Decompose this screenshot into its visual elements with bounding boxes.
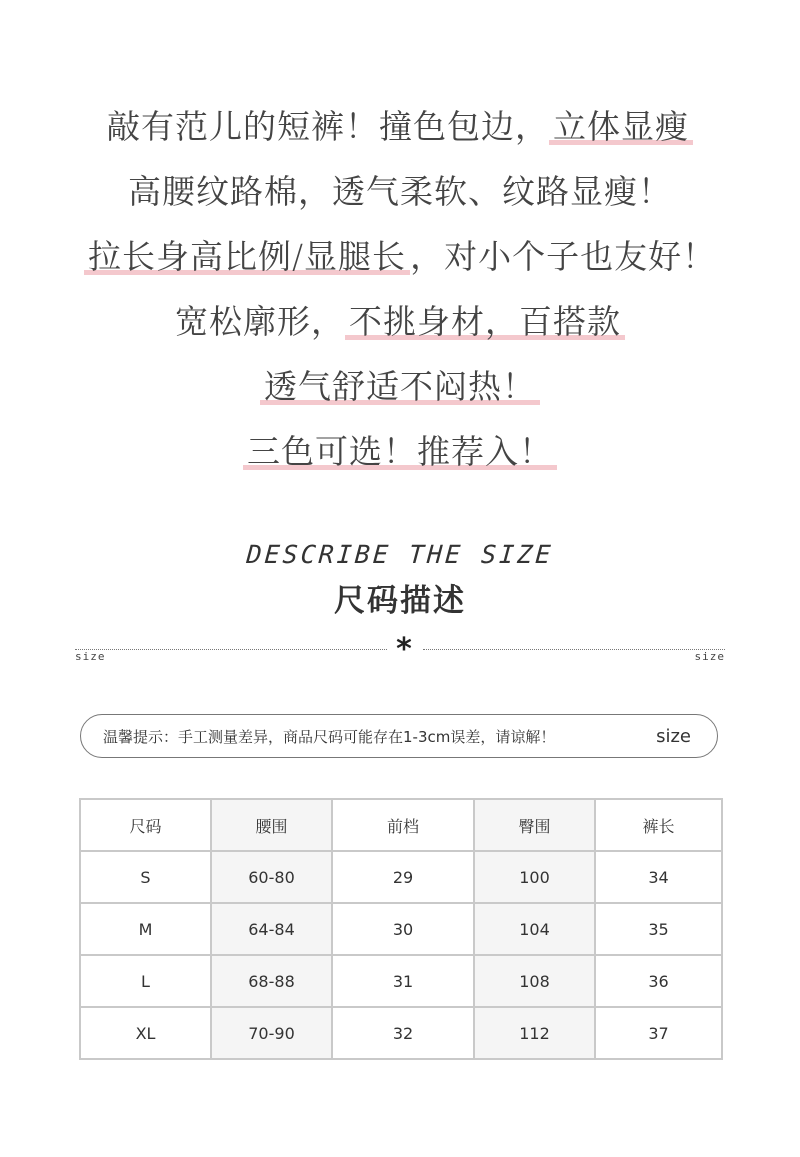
notice-text: 温馨提示：手工测量差异，商品尺码可能存在1-3cm误差，请谅解！ <box>103 727 556 746</box>
intro-highlight: 三色可选！推荐入！ <box>243 426 557 473</box>
divider-rule-left <box>75 649 387 650</box>
size-table <box>79 798 723 1060</box>
table-row <box>80 955 722 1007</box>
front-rise-cell: 32 <box>332 1007 474 1059</box>
intro-text: 敲有范儿的短裤！撞色包边， <box>107 107 549 146</box>
header-waist: 腰围 <box>211 799 332 851</box>
section-title: 尺码描述 <box>334 583 466 619</box>
hip-cell: 108 <box>474 955 595 1007</box>
hip-cell: 104 <box>474 903 595 955</box>
waist-cell: 68-88 <box>211 955 332 1007</box>
intro-line-5 <box>0 352 800 417</box>
intro-line-3 <box>0 222 800 287</box>
header-length: 裤长 <box>595 799 722 851</box>
intro-line-6 <box>0 417 800 482</box>
asterisk-icon: * <box>396 632 412 667</box>
size-cell: S <box>80 851 211 903</box>
section-divider <box>75 632 725 667</box>
front-rise-cell: 31 <box>332 955 474 1007</box>
hip-cell: 112 <box>474 1007 595 1059</box>
length-cell: 36 <box>595 955 722 1007</box>
waist-cell: 60-80 <box>211 851 332 903</box>
divider-tag-right: size <box>694 650 725 663</box>
front-rise-cell: 29 <box>332 851 474 903</box>
length-cell: 35 <box>595 903 722 955</box>
measurement-notice <box>80 714 718 758</box>
intro-text: 高腰纹路棉，透气柔软、纹路显瘦！ <box>128 172 672 211</box>
size-cell: L <box>80 955 211 1007</box>
hip-cell: 100 <box>474 851 595 903</box>
intro-highlight: 透气舒适不闷热！ <box>260 361 540 408</box>
notice-size-badge: size <box>656 725 691 747</box>
table-header-row <box>80 799 722 851</box>
header-front-rise: 前档 <box>332 799 474 851</box>
length-cell: 34 <box>595 851 722 903</box>
intro-highlight: 拉长身高比例/显腿长 <box>84 231 410 278</box>
divider-rule-right <box>423 649 725 650</box>
intro-line-4 <box>0 287 800 352</box>
intro-highlight: 不挑身材，百搭款 <box>345 296 625 343</box>
divider-tag-left: size <box>75 650 106 663</box>
waist-cell: 70-90 <box>211 1007 332 1059</box>
size-cell: XL <box>80 1007 211 1059</box>
table-row <box>80 1007 722 1059</box>
intro-text: 宽松廓形， <box>175 302 345 341</box>
header-size: 尺码 <box>80 799 211 851</box>
size-cell: M <box>80 903 211 955</box>
intro-line-2 <box>0 157 800 222</box>
table-row <box>80 851 722 903</box>
front-rise-cell: 30 <box>332 903 474 955</box>
size-section-header <box>0 540 800 620</box>
intro-line-1 <box>0 92 800 157</box>
length-cell: 37 <box>595 1007 722 1059</box>
header-hip: 臀围 <box>474 799 595 851</box>
intro-copy <box>0 92 800 482</box>
table-row <box>80 903 722 955</box>
waist-cell: 64-84 <box>211 903 332 955</box>
intro-highlight: 立体显瘦 <box>549 101 693 148</box>
intro-text: ，对小个子也友好！ <box>410 237 717 276</box>
section-eyebrow: DESCRIBE THE SIZE <box>245 540 555 569</box>
